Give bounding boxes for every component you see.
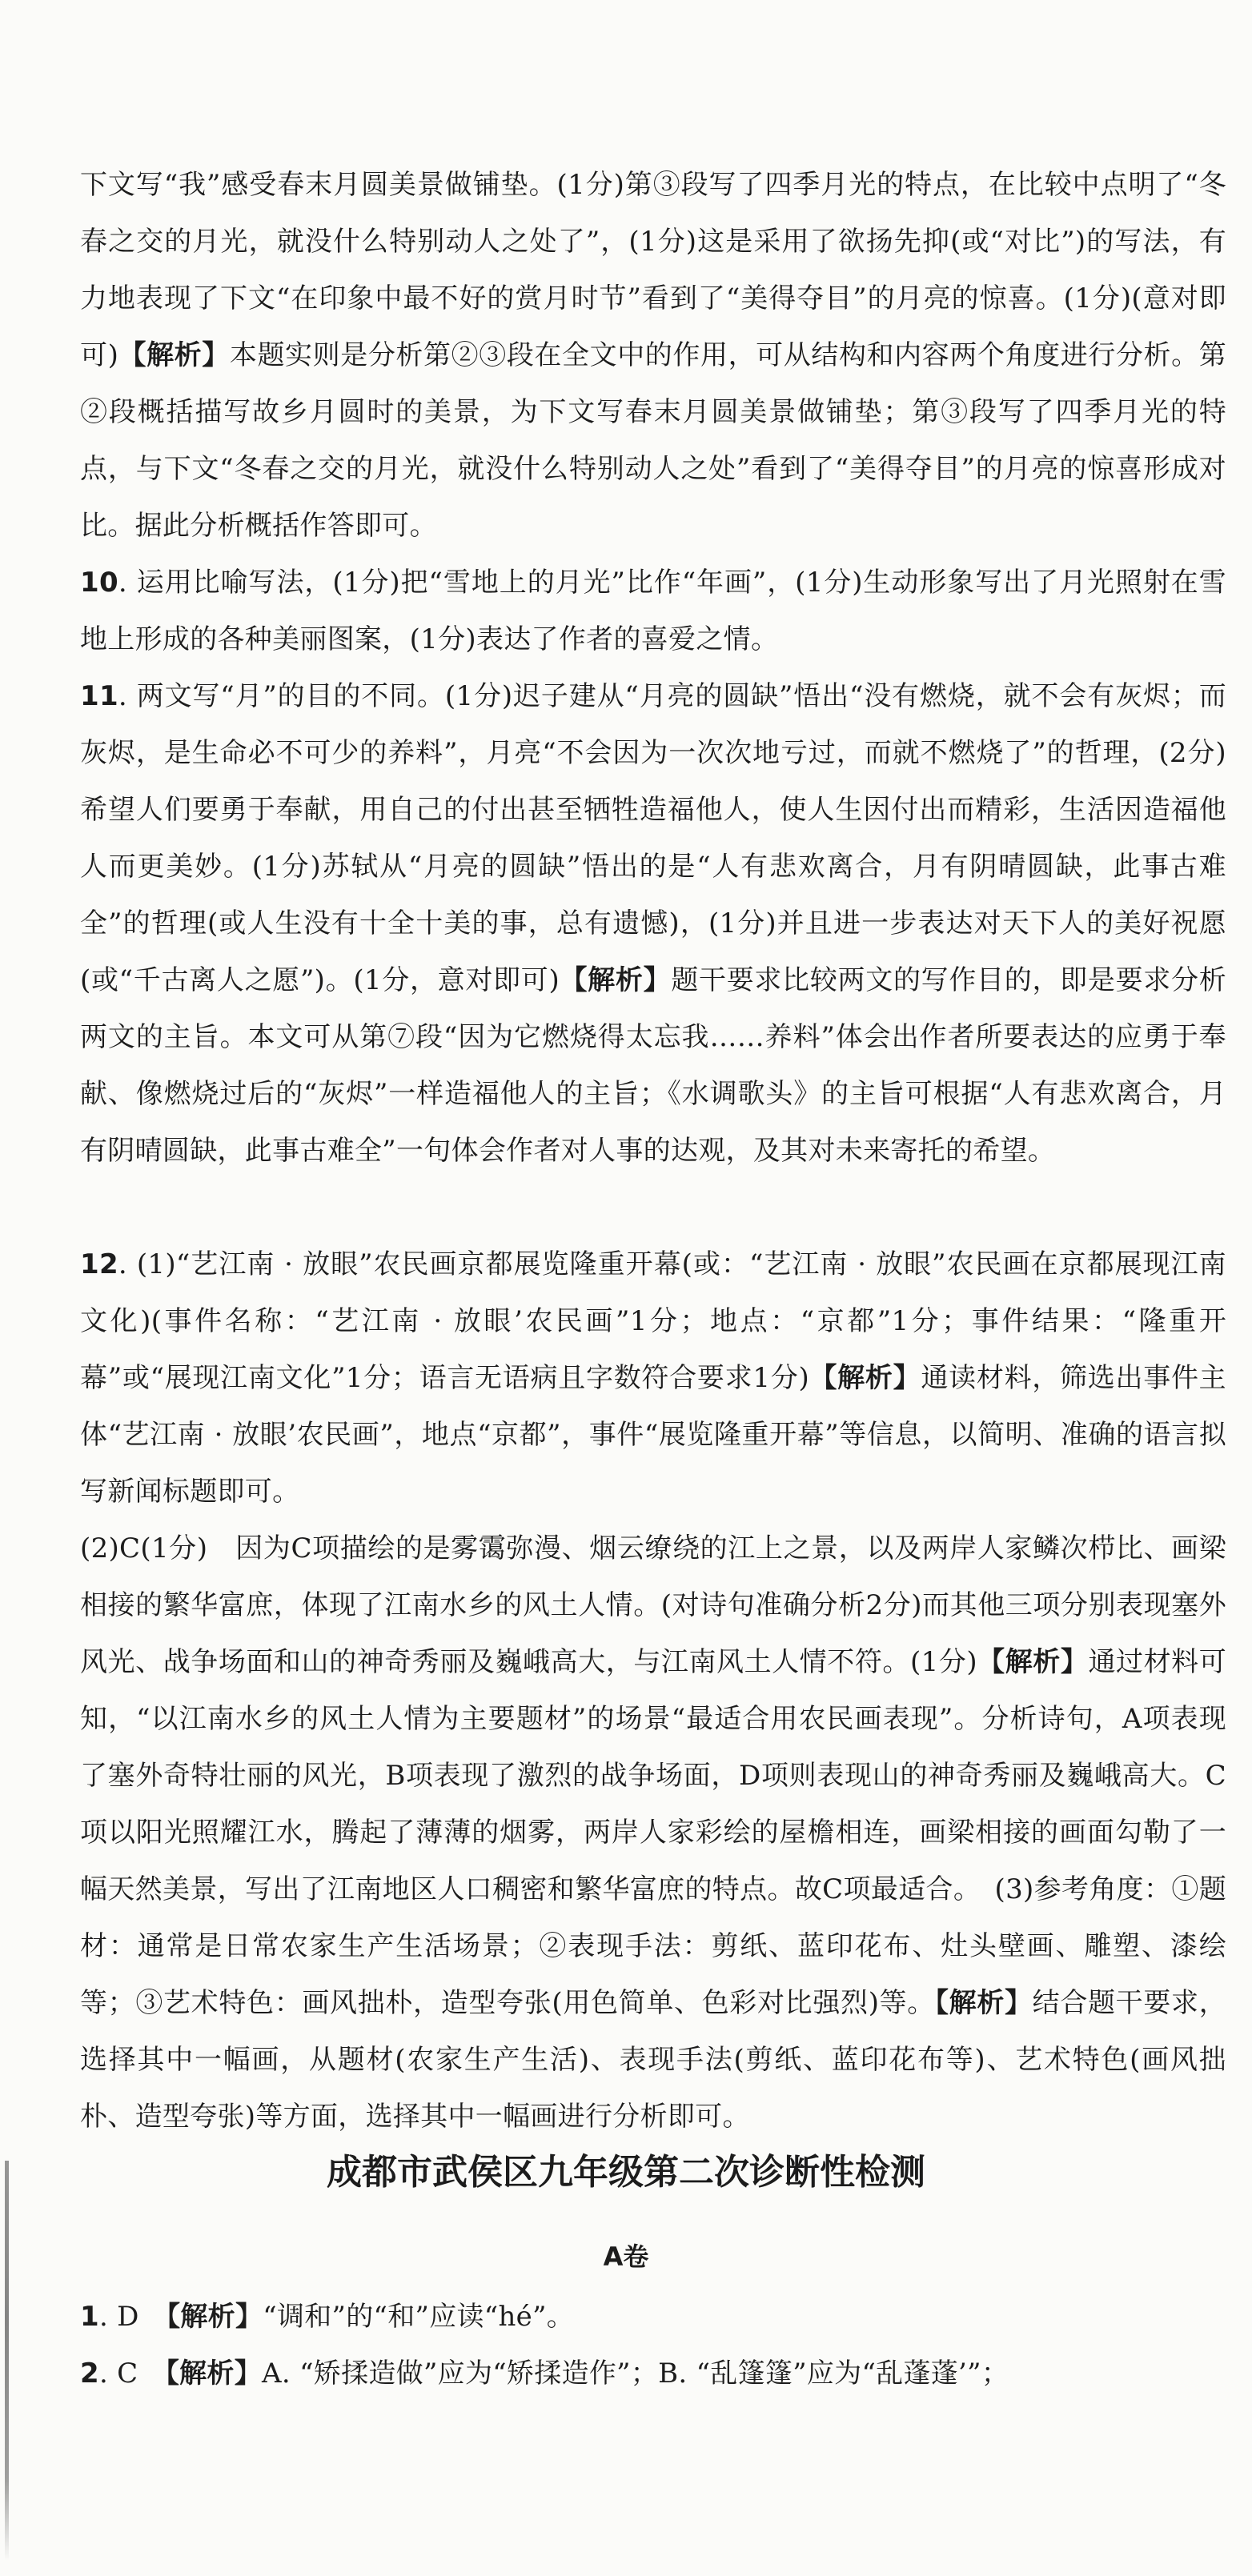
analysis-tag: 【解析】: [809, 1362, 921, 1394]
analysis-text: 通读材料，筛选出事件主体“艺江南 · 放眼’农民画”，地点“京都”，事件“展览隆重开幕”等信息，以简明、准确的语言拟写新闻标题即可。: [80, 1362, 1226, 1508]
answer-1: [80, 2289, 1226, 2346]
analysis-text: “调和”的“和”应读“hé”。: [263, 2301, 575, 2333]
answer-letter: . C: [98, 2358, 138, 2390]
analysis-tag: 【解析】: [165, 2358, 263, 2390]
analysis-text: 本题实则是分析第②③段在全文中的作用，可从结构和内容两个角度进行分析。第②段概括描写故乡月圆时的美景，为下文写春末月圆美景做铺垫；第③段写了四季月光的特点，与下文“冬春之交的月光，就没什么特别动人之处”看到了“美得夺目”的月亮的惊喜形成对比。据此分析概括作答即可。: [80, 339, 1227, 542]
paragraph-q9-continued: [80, 157, 1226, 555]
analysis-text: 题干要求比较两文的写作目的，即是要求分析两文的主旨。本文可从第⑦段“因为它燃烧得太忘我……养料”体会出作者所要表达的应勇于奉献、像燃烧过后的“灰烬”一样造福他人的主旨；《水调歌头》的主旨可根据“人有悲欢离合，月有阴晴圆缺，此事古难全”一句体会作者对人事的达观，及其对未来寄托的希望。: [80, 964, 1226, 1167]
analysis-text: 通过材料可知，“以江南水乡的风土人情为主要题材”的场景“最适合用农民画表现”。分析诗句，A项表现了塞外奇特壮丽的风光，B项表现了激烈的战争场面，D项则表现山的神奇秀丽及巍峨高大。C项以阳光照耀江水，腾起了薄薄的烟雾，两岸人家彩绘的屋檐相连，画梁相接的画面勾勒了一幅天然美景，写出了江南地区人口稠密和繁华富庶的特点。故C项最适合。: [80, 1646, 1227, 1905]
section-title: 成都市武侯区九年级第二次诊断性检测: [327, 2152, 925, 2193]
analysis-tag: 【解析】: [167, 2301, 263, 2333]
question-10: [80, 555, 1226, 668]
answer-text: . 两文写“月”的目的不同。(1分)迟子建从“月亮的圆缺”悟出“没有燃烧，就不会有灰烬；而灰烬，是生命必不可少的养料”，月亮“不会因为一次次地亏过，而就不燃烧了”的哲理，(2分)希望人们要勇于奉献，用自己的付出甚至牺牲造福他人，使人生因付出而精彩，生活因造福他人而更美妙。(1分)苏轼从“月亮的圆缺”悟出的是“人有悲欢离合，月有阴晴圆缺，此事古难全”的哲理(或人生没有十全十美的事，总有遗憾)，(1分)并且进一步表达对天下人的美好祝愿(或“千古离人之愿”)。(1分，意对即可): [80, 680, 1226, 996]
question-number: 12: [80, 1248, 118, 1280]
analysis-tag-2: 【解析】: [934, 1987, 1033, 2019]
question-12-part-2: [80, 1520, 1226, 2145]
analysis-text: A. “矫揉造做”应为“矫揉造作”；B. “乱篷篷”应为“乱蓬蓬’”；: [262, 2358, 1009, 2390]
question-number: 2: [80, 2358, 99, 2390]
question-number: 11: [80, 680, 118, 712]
answer-2: [80, 2346, 1226, 2402]
analysis-tag: 【解析】: [977, 1646, 1089, 1678]
question-number: 1: [80, 2301, 99, 2333]
part-3-text: (3)参考角度：①题材：通常是日常农家生产生活场景；②表现手法：剪纸、蓝印花布、灶头壁画、雕塑、漆绘等；③艺术特色：画风拙朴，造型夸张(用色简单、色彩对比强烈)等。: [80, 1873, 1226, 2019]
answer-text: . 运用比喻写法，(1分)把“雪地上的月光”比作“年画”，(1分)生动形象写出了月光照射在雪地上形成的各种美丽图案，(1分)表达了作者的喜爱之情。: [80, 567, 1226, 655]
analysis-tag: 【解析】: [118, 339, 230, 371]
section-subtitle: A卷: [603, 2241, 649, 2272]
analysis-tag: 【解析】: [560, 964, 672, 996]
question-12: [80, 1236, 1226, 1520]
answer-text: . (1)“艺江南 · 放眼”农民画京都展览隆重开幕(或：“艺江南 · 放眼”农民画在京都展现江南文化)(事件名称：“艺江南 · 放眼’农民画”1分；地点：“京都”1分；事件结果：“隆重开幕”或“展现江南文化”1分；语言无语病且字数符合要求1分): [80, 1248, 1226, 1394]
answer-text: 下文写“我”感受春末月圆美景做铺垫。(1分)第③段写了四季月光的特点，在比较中点明了“冬春之交的月光，就没什么特别动人之处了”，(1分)这是采用了欲扬先抑(或“对比”)的写法，有力地表现了下文“在印象中最不好的赏月时节”看到了“美得夺目”的月亮的惊喜。(1分)(意对即可): [80, 169, 1226, 371]
question-11: [80, 668, 1226, 1180]
scan-edge-mark: [5, 2161, 9, 2561]
analysis-text-2: 结合题干要求，选择其中一幅画，从题材(农家生产生活)、表现手法(剪纸、蓝印花布等)、艺术特色(画风拙朴、造型夸张)等方面，选择其中一幅画进行分析即可。: [80, 1987, 1226, 2133]
answer-letter: . D: [98, 2301, 139, 2333]
answer-text: (2)C(1分) 因为C项描绘的是雾霭弥漫、烟云缭绕的江上之景，以及两岸人家鳞次栉比、画梁相接的繁华富庶，体现了江南水乡的风土人情。(对诗句准确分析2分)而其他三项分别表现塞外风光、战争场面和山的神奇秀丽及巍峨高大，与江南风土人情不符。(1分): [80, 1532, 1226, 1678]
question-number: 10: [80, 567, 118, 599]
